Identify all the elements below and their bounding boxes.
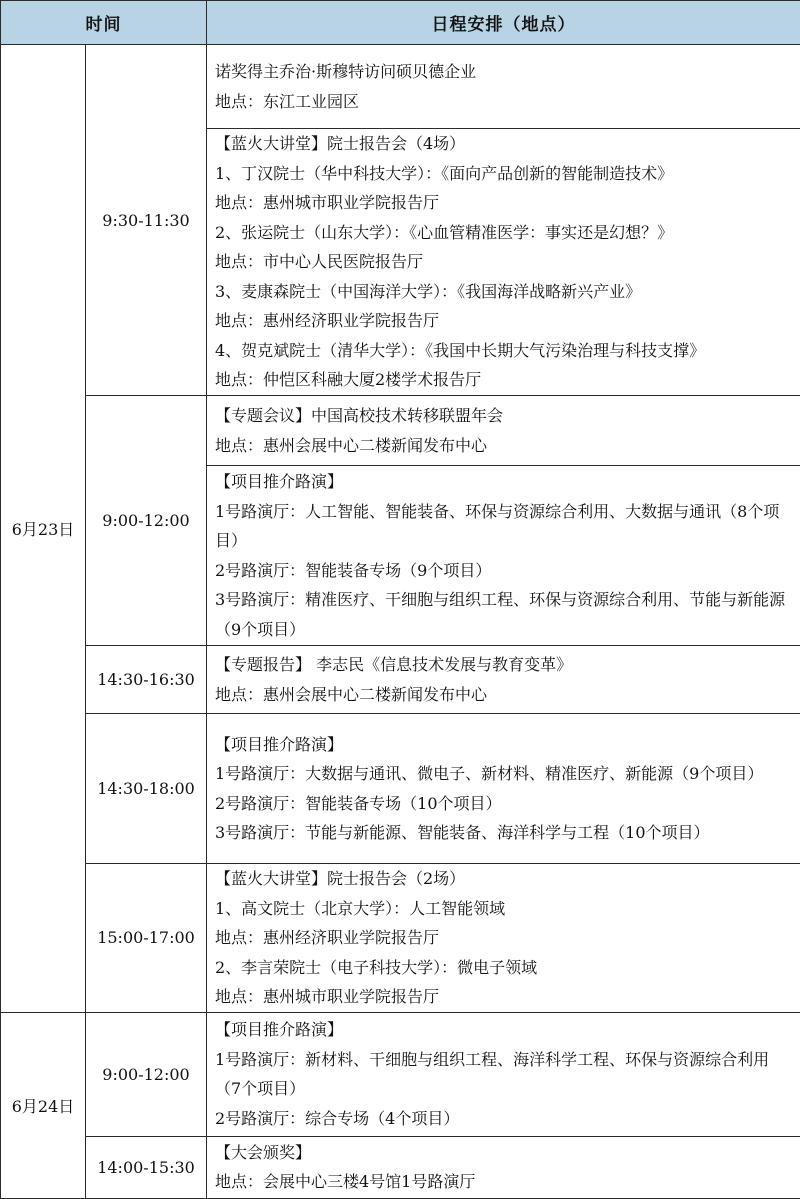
item-line: 3号路演厅：精准医疗、干细胞与组织工程、环保与资源综合利用、节能与新能源（9个项目） (215, 585, 794, 644)
item-line: 地点：惠州城市职业学院报告厅 (215, 982, 794, 1012)
table-row (1, 396, 800, 466)
item-line: 2号路演厅：智能装备专场（9个项目） (215, 556, 794, 586)
date-cell: 6月24日 (1, 1012, 86, 1198)
item-line: 【项目推介路演】 (215, 1015, 794, 1045)
header-schedule: 日程安排（地点） (207, 1, 800, 45)
time-cell: 14:00-15:30 (86, 1136, 207, 1198)
item-line: 地点：惠州经济职业学院报告厅 (215, 923, 794, 953)
item-line: 2号路演厅：智能装备专场（10个项目） (215, 789, 794, 819)
item-line: 1、丁汉院士（华中科技大学）：《面向产品创新的智能制造技术》 (215, 159, 794, 189)
time-cell: 15:00-17:00 (86, 864, 207, 1013)
item-line: 1号路演厅：新材料、干细胞与组织工程、海洋科学工程、环保与资源综合利用（7个项目） (215, 1045, 794, 1104)
time-cell: 14:30-18:00 (86, 714, 207, 864)
date-cell: 6月23日 (1, 45, 86, 1013)
item-line: 【专题报告】 李志民《信息技术发展与教育变革》 (215, 650, 794, 680)
schedule-item (207, 129, 800, 396)
time-cell: 9:00-12:00 (86, 1012, 207, 1136)
item-line: 地点：惠州经济职业学院报告厅 (215, 306, 794, 336)
time-cell: 9:30-11:30 (86, 45, 207, 396)
header-row (1, 1, 800, 45)
item-line: 地点：市中心人民医院报告厅 (215, 247, 794, 277)
table-row (1, 714, 800, 864)
item-line: 【项目推介路演】 (215, 730, 794, 760)
schedule-item (207, 1012, 800, 1136)
item-line: 1号路演厅：人工智能、智能装备、环保与资源综合利用、大数据与通讯（8个项目） (215, 497, 794, 556)
item-line: 【专题会议】中国高校技术转移联盟年会 (215, 401, 794, 431)
schedule-item (207, 1136, 800, 1198)
item-line: 地点：惠州城市职业学院报告厅 (215, 188, 794, 218)
table-row (1, 1012, 800, 1136)
table-row (1, 864, 800, 1013)
item-line: 地点：东江工业园区 (215, 87, 794, 117)
item-line: 【大会颁奖】 (215, 1138, 794, 1168)
item-line: 【蓝火大讲堂】院士报告会（2场） (215, 864, 794, 894)
item-line: 1号路演厅：大数据与通讯、微电子、新材料、精准医疗、新能源（9个项目） (215, 759, 794, 789)
time-cell: 14:30-16:30 (86, 646, 207, 714)
time-cell: 9:00-12:00 (86, 396, 207, 646)
table-row (1, 1136, 800, 1198)
item-line: 2、张运院士（山东大学）：《心血管精准医学：事实还是幻想？》 (215, 218, 794, 248)
item-line: 地点：惠州会展中心二楼新闻发布中心 (215, 431, 794, 461)
schedule-item (207, 864, 800, 1013)
schedule-item (207, 646, 800, 714)
item-line: 3、麦康森院士（中国海洋大学）：《我国海洋战略新兴产业》 (215, 277, 794, 307)
item-line: 地点：惠州会展中心二楼新闻发布中心 (215, 680, 794, 710)
item-line: 3号路演厅：节能与新能源、智能装备、海洋科学与工程（10个项目） (215, 818, 794, 848)
schedule-item (207, 45, 800, 129)
table-row (1, 646, 800, 714)
header-time: 时间 (1, 1, 207, 45)
item-line: 1、高文院士（北京大学）：人工智能领域 (215, 894, 794, 924)
item-line: 2号路演厅：综合专场（4个项目） (215, 1104, 794, 1134)
item-line: 【蓝火大讲堂】院士报告会（4场） (215, 129, 794, 159)
item-line: 诺奖得主乔治·斯穆特访问硕贝德企业 (215, 57, 794, 87)
item-line: 4、贺克斌院士（清华大学）：《我国中长期大气污染治理与科技支撑》 (215, 336, 794, 366)
item-line: 【项目推介路演】 (215, 467, 794, 497)
table-row (1, 45, 800, 129)
schedule-item (207, 714, 800, 864)
item-line: 2、李言荣院士（电子科技大学）：微电子领域 (215, 953, 794, 983)
item-line: 地点：仲恺区科融大厦2楼学术报告厅 (215, 365, 794, 395)
schedule-item (207, 396, 800, 466)
item-line: 地点：会展中心三楼4号馆1号路演厅 (215, 1167, 794, 1197)
schedule-item (207, 466, 800, 646)
